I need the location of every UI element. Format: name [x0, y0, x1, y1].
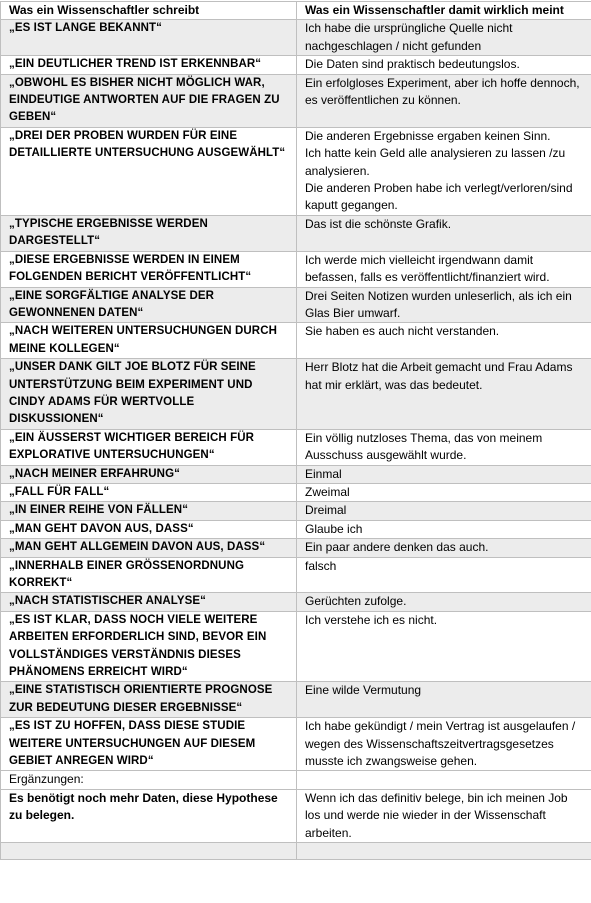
meaning-line: falsch	[305, 558, 337, 573]
table-row	[1, 287, 591, 323]
scientist-phrase: „ES IST ZU HOFFEN, DASS DIESE STUDIE WEITERE UNTERSUCHUNGEN AUF DIESEM GEBIET ANREGEN WIRD“	[1, 718, 297, 771]
table-header-row	[1, 2, 591, 20]
table-body	[1, 20, 591, 771]
meaning-line: Die anderen Proben habe ich verlegt/verloren/sind kaputt gegangen.	[305, 181, 573, 213]
table-row	[1, 718, 591, 771]
real-meaning	[297, 359, 591, 430]
meaning-line: Herr Blotz hat die Arbeit gemacht und Frau Adams hat mir erklärt, was das bedeutet.	[305, 360, 573, 392]
meaning-line: Ein paar andere denken das auch.	[305, 540, 489, 555]
scientist-phrase: „DIESE ERGEBNISSE WERDEN IN EINEM FOLGENDEN BERICHT VERÖFFENTLICHT“	[1, 251, 297, 287]
scientist-phrase: „EIN DEUTLICHER TREND IST ERKENNBAR“	[1, 56, 297, 74]
real-meaning	[297, 465, 591, 483]
scientist-phrase: „MAN GEHT DAVON AUS, DASS“	[1, 520, 297, 538]
scientist-phrase: „TYPISCHE ERGEBNISSE WERDEN DARGESTELLT“	[1, 215, 297, 251]
real-meaning	[297, 483, 591, 501]
additions-body	[1, 771, 591, 860]
additions-row	[1, 789, 591, 842]
table-row	[1, 593, 591, 611]
table-row	[1, 557, 591, 593]
table-row	[1, 127, 591, 215]
scientist-phrase: „NACH MEINER ERFAHRUNG“	[1, 465, 297, 483]
scientist-phrase: „IN EINER REIHE VON FÄLLEN“	[1, 502, 297, 520]
table-row	[1, 20, 591, 56]
meaning-line: Zweimal	[305, 484, 350, 499]
real-meaning	[297, 56, 591, 74]
table-row	[1, 359, 591, 430]
additions-phrase: Es benötigt noch mehr Daten, diese Hypothese zu belegen.	[1, 789, 297, 842]
meaning-line: Ich werde mich vielleicht irgendwann damit befassen, falls es veröffentlicht/finanziert wird.	[305, 252, 550, 285]
table-row	[1, 520, 591, 538]
meaning-line: Dreimal	[305, 503, 347, 518]
real-meaning	[297, 323, 591, 359]
real-meaning	[297, 502, 591, 520]
meaning-line: Die anderen Ergebnisse ergaben keinen Sinn.	[305, 128, 551, 143]
additions-label: Ergänzungen:	[1, 771, 297, 789]
table-row	[1, 429, 591, 465]
scientist-phrase: „DREI DER PROBEN WURDEN FÜR EINE DETAILLIERTE UNTERSUCHUNG AUSGEWÄHLT“	[1, 127, 297, 215]
scientist-phrase: „INNERHALB EINER GRÖSSENORDNUNG KORREKT“	[1, 557, 297, 593]
meaning-line: Eine wilde Vermutung	[305, 683, 422, 698]
meaning-line: Drei Seiten Notizen wurden unleserlich, als ich ein Glas Bier umwarf.	[305, 288, 572, 320]
scientist-phrase: „ES IST KLAR, DASS NOCH VIELE WEITERE ARBEITEN ERFORDERLICH SIND, BEVOR EIN VOLLSTÄNDIGES VERSTÄNDNIS DIESES PHÄNOMENS ERREICHT WIRD“	[1, 611, 297, 682]
meaning-line: Ich habe gekündigt / mein Vertrag ist ausgelaufen / wegen des Wissenschaftszeitvertragsgesetzes musste ich zwangsweise gehen.	[305, 719, 576, 769]
real-meaning	[297, 251, 591, 287]
additions-meaning: Wenn ich das definitiv belege, bin ich meinen Job los und werde nie wieder in der Wissenschaft arbeiten.	[297, 789, 591, 842]
scientist-phrase: „NACH STATISTISCHER ANALYSE“	[1, 593, 297, 611]
scientist-phrase: „OBWOHL ES BISHER NICHT MÖGLICH WAR, EINDEUTIGE ANTWORTEN AUF DIE FRAGEN ZU GEBEN“	[1, 74, 297, 127]
meaning-line: Ich habe die ursprüngliche Quelle nicht nachgeschlagen / nicht gefunden	[305, 21, 513, 53]
real-meaning	[297, 20, 591, 56]
table-row	[1, 465, 591, 483]
empty-cell-left	[1, 843, 297, 860]
real-meaning	[297, 718, 591, 771]
meaning-line: Das ist die schönste Grafik.	[305, 216, 452, 231]
table-row	[1, 323, 591, 359]
meaning-line: Ein völlig nutzloses Thema, das von meinem Ausschuss ausgewählt wurde.	[305, 430, 543, 463]
meaning-line: Ein erfolgloses Experiment, aber ich hoffe dennoch, es veröffentlichen zu können.	[305, 75, 580, 108]
table-row	[1, 56, 591, 74]
table-row	[1, 74, 591, 127]
table-row	[1, 251, 591, 287]
scientist-phrase: „MAN GEHT ALLGEMEIN DAVON AUS, DASS“	[1, 539, 297, 557]
header-means: Was ein Wissenschaftler damit wirklich meint	[297, 2, 591, 20]
meaning-line: Ich verstehe ich es nicht.	[305, 612, 438, 627]
meaning-line: Sie haben es auch nicht verstanden.	[305, 324, 500, 339]
scientist-phrase: „UNSER DANK GILT JOE BLOTZ FÜR SEINE UNTERSTÜTZUNG BEIM EXPERIMENT UND CINDY ADAMS FÜR WERTVOLLE DISKUSSIONEN“	[1, 359, 297, 430]
meaning-line: Glaube ich	[305, 521, 363, 536]
scientist-phrase: „ES IST LANGE BEKANNT“	[1, 20, 297, 56]
table-row	[1, 611, 591, 682]
real-meaning	[297, 539, 591, 557]
scientist-phrase: „EIN ÄUSSERST WICHTIGER BEREICH FÜR EXPLORATIVE UNTERSUCHUNGEN“	[1, 429, 297, 465]
real-meaning	[297, 215, 591, 251]
scientist-phrase: „NACH WEITEREN UNTERSUCHUNGEN DURCH MEINE KOLLEGEN“	[1, 323, 297, 359]
additions-label-empty	[297, 771, 591, 789]
header-writes: Was ein Wissenschaftler schreibt	[1, 2, 297, 20]
real-meaning	[297, 682, 591, 718]
real-meaning	[297, 127, 591, 215]
real-meaning	[297, 429, 591, 465]
scientist-phrase: „FALL FÜR FALL“	[1, 483, 297, 501]
real-meaning	[297, 74, 591, 127]
meaning-line: Ich hatte kein Geld alle analysieren zu lassen /zu analysieren.	[305, 146, 566, 178]
real-meaning	[297, 593, 591, 611]
real-meaning	[297, 520, 591, 538]
empty-cell-right	[297, 843, 591, 860]
meaning-line: Gerüchten zufolge.	[305, 594, 407, 609]
empty-row	[1, 843, 591, 860]
scientist-phrase: „EINE STATISTISCH ORIENTIERTE PROGNOSE ZUR BEDEUTUNG DIESER ERGEBNISSE“	[1, 682, 297, 718]
table-row	[1, 502, 591, 520]
additions-label-row	[1, 771, 591, 789]
table-row	[1, 483, 591, 501]
table-row	[1, 539, 591, 557]
real-meaning	[297, 611, 591, 682]
real-meaning	[297, 557, 591, 593]
table-row	[1, 682, 591, 718]
translation-table	[0, 1, 591, 860]
table-row	[1, 215, 591, 251]
scientist-phrase: „EINE SORGFÄLTIGE ANALYSE DER GEWONNENEN DATEN“	[1, 287, 297, 323]
real-meaning	[297, 287, 591, 323]
meaning-line: Die Daten sind praktisch bedeutungslos.	[305, 57, 520, 72]
meaning-line: Einmal	[305, 466, 342, 481]
